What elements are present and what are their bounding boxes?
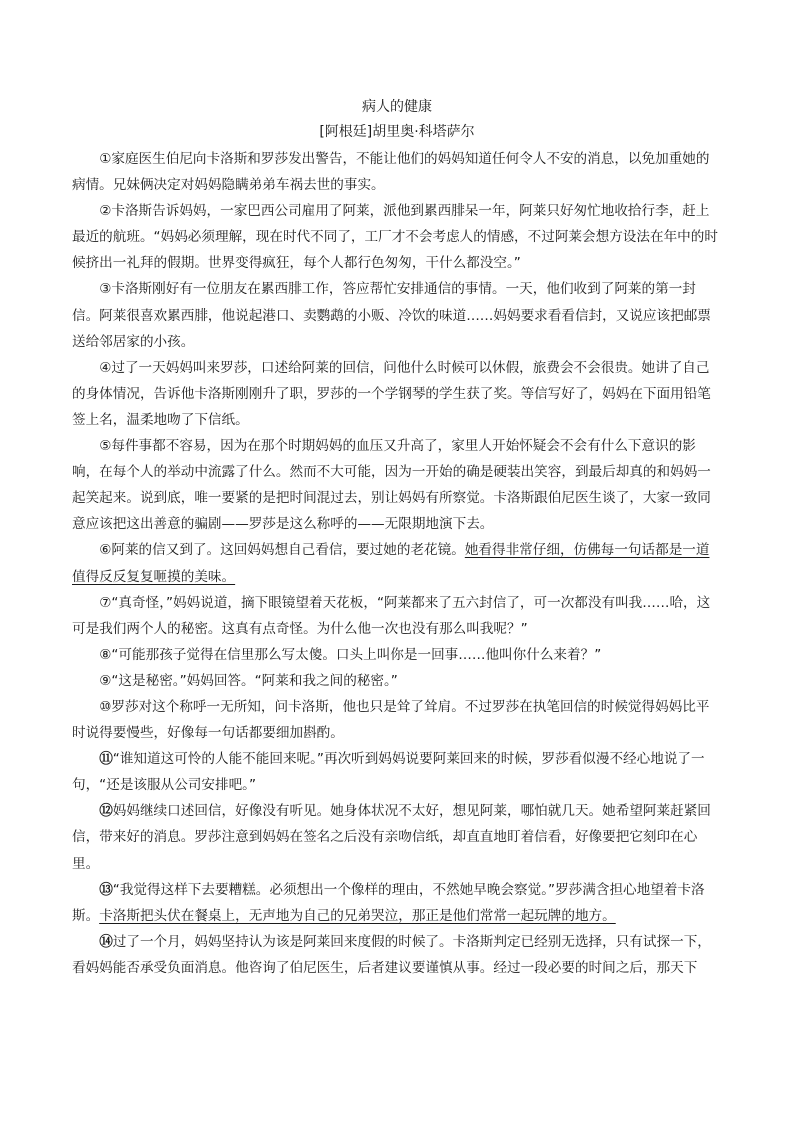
paragraph-number: ⑭: [99, 933, 113, 950]
paragraph-7: ⑦“真奇怪，”妈妈说道，摘下眼镜望着天花板，“阿莱都来了五六封信了，可一次都没有叫我……哈，这可是我们两个人的秘密。这真有点奇怪。为什么他一次也没有那么叫我呢？”: [72, 594, 711, 637]
paragraph-6-text: ⑥阿莱的信又到了。这回妈妈想自己看信，要过她的老花镜。: [99, 542, 465, 559]
paragraph-9: ⑨“这是秘密。”妈妈回答。“阿莱和我之间的秘密。”: [99, 672, 398, 689]
paragraph-3: ③卡洛斯刚好有一位朋友在累西腓工作，答应帮忙安排通信的事情。一天，他们收到了阿莱的第一封信。阿莱很喜欢累西腓，他说起港口、卖鹦鹉的小贩、冷饮的味道……妈妈要求看看信封，又说应该把邮票送给邻居家的小孩。: [72, 281, 711, 350]
page-title: 病人的健康: [362, 99, 432, 115]
paragraph-6: [72, 537, 720, 589]
paragraph-13-text: “我觉得这样下去要糟糕。必须想出一个像样的理由，不然她早晚会察觉。”罗莎满含担心地望着卡洛斯。: [72, 881, 705, 924]
paragraph-5: ⑤每件事都不容易，因为在那个时期妈妈的血压又升高了，家里人开始怀疑会不会有什么下意识的影响，在每个人的举动中流露了什么。然而不大可能，因为一开始的确是硬装出笑容，到最后却真的和妈妈一起笑起来。说到底，唯一要紧的是把时间混过去，别让妈妈有所察觉。卡洛斯跟伯尼医生谈了，大家一致同意应该把这出善意的骗剧——罗莎是这么称呼的——无限期地演下去。: [72, 438, 711, 533]
paragraph-number: ⑫: [99, 803, 113, 820]
paragraph-number: ⑪: [99, 751, 113, 768]
author-line: [阿根廷]胡里奥·科塔萨尔: [319, 124, 475, 140]
paragraph-8: ⑧“可能那孩子觉得在信里那么写太傻。口头上叫你是一回事……他叫你什么来着？”: [99, 646, 602, 663]
paragraph-12-text: 妈妈继续口述回信，好像没有听见。她身体状况不太好，想见阿莱，哪怕就几天。她希望阿莱赶紧回信，带来好的消息。罗莎注意到妈妈在签名之后没有亲吻信纸，却直直地盯着信看，好像要把它刻印在心里。: [72, 803, 711, 872]
paragraph-14: [72, 929, 720, 981]
underlined-sentence: 卡洛斯把头伏在餐桌上，无声地为自己的兄弟哭泣，那正是他们常常一起玩牌的地方。: [99, 907, 616, 924]
underlined-sentence: 她看得非常仔细，仿佛每一句话都是一道值得反反复复咂摸的美味。: [72, 542, 710, 585]
story-body: [72, 146, 720, 981]
paragraph-1: ①家庭医生伯尼向卡洛斯和罗莎发出警告，不能让他们的妈妈知道任何令人不安的消息，以免加重她的病情。兄妹俩决定对妈妈隐瞒弟弟车祸去世的事实。: [72, 151, 710, 194]
paragraph-4: ④过了一天妈妈叫来罗莎，口述给阿莱的回信，问他什么时候可以休假，旅费会不会很贵。她讲了自己的身体情况，告诉他卡洛斯刚刚升了职，罗莎的一个学钢琴的学生获了奖。等信写好了，妈妈在下面用铅笔签上名，温柔地吻了下信纸。: [72, 359, 711, 428]
paragraph-number: ⑬: [99, 881, 113, 898]
paragraph-10: ⑩罗莎对这个称呼一无所知，问卡洛斯，他也只是耸了耸肩。不过罗莎在执笔回信的时候觉得妈妈比平时说得要慢些，好像每一句话都要细加斟酌。: [72, 698, 710, 742]
paragraph-11-text: “谁知道这可怜的人能不能回来呢。”再次听到妈妈说要阿莱回来的时候，罗莎看似漫不经心地说了一句，“还是该服从公司安排吧。”: [72, 751, 705, 794]
paragraph-2: ②卡洛斯告诉妈妈，一家巴西公司雇用了阿莱，派他到累西腓呆一年，阿莱只好匆忙地收拾行李，赶上最近的航班。“妈妈必须理解，现在时代不同了，工厂才不会考虑人的情感，不过阿莱会想方设法在年中的时候挤出一礼拜的假期。世界变得疯狂，每个人都行色匆匆，干什么都没空。”: [72, 203, 718, 272]
paragraph-14-text: 过了一个月，妈妈坚持认为该是阿莱回来度假的时候了。卡洛斯判定已经别无选择，只有试探一下，看妈妈能否承受负面消息。他咨询了伯尼医生，后者建议要谨慎从事。经过一段必要的时间之后，那天下: [72, 933, 711, 976]
paragraph-11: [72, 746, 720, 798]
paragraph-13: [72, 877, 720, 929]
paragraph-12: [72, 798, 720, 876]
